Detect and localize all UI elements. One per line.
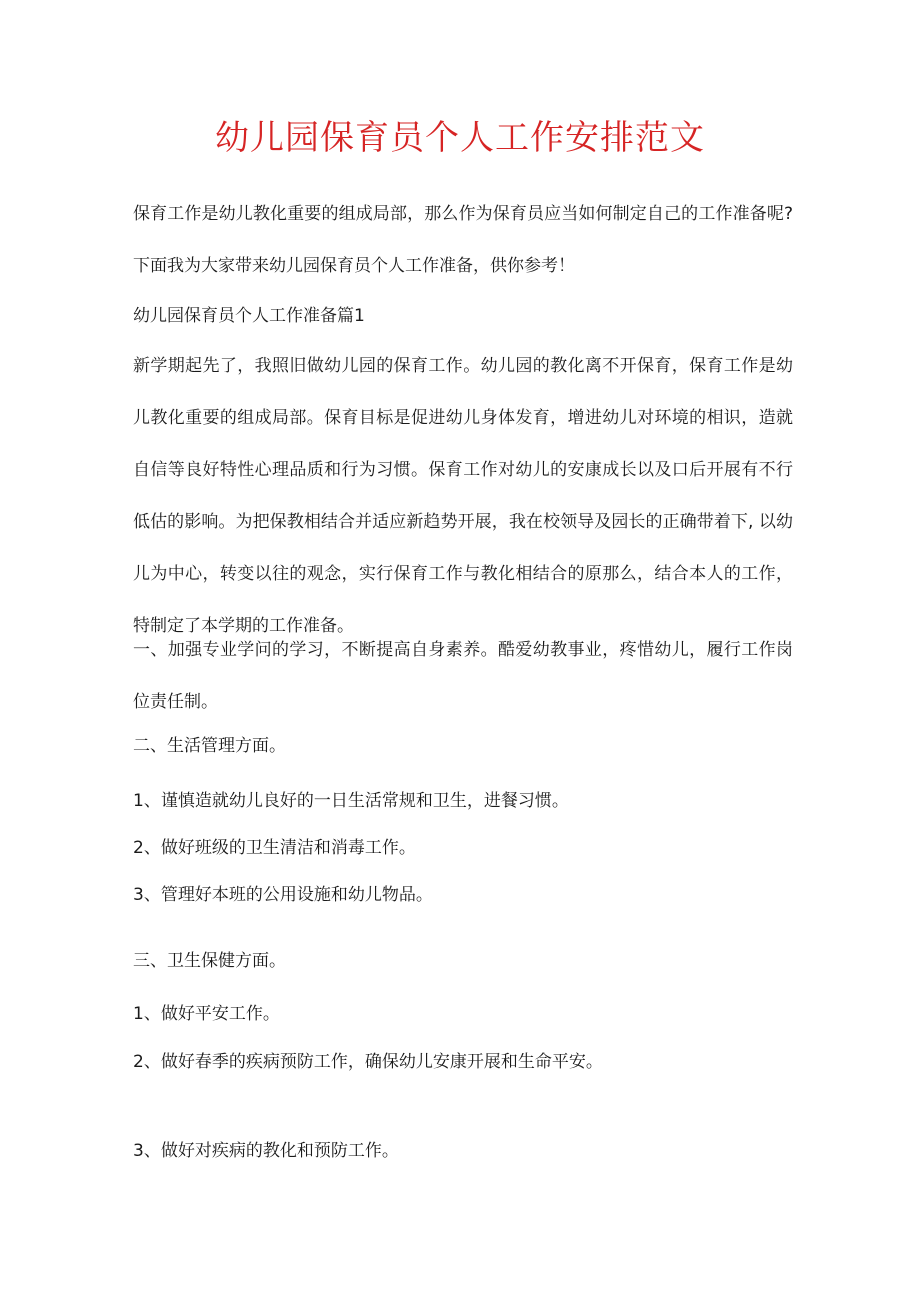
point-three-heading: 三、卫生保健方面。: [133, 951, 286, 971]
body-paragraph: 新学期起先了，我照旧做幼儿园的保育工作。幼儿园的教化离不开保育，保育工作是幼儿教化重要的组成局部。保育目标是促进幼儿身体发育，增进幼儿对环境的相识，造就自信等良好特性心理品质和行为习惯。保育工作对幼儿的安康成长以及口后开展有不行低估的影响。为把保教相结合并适应新趋势开展，我在校领导及园长的正确带着下, 以幼儿为中心，转变以往的观念，实行保育工作与教化相结合的原那么，结合本人的工作，特制定了本学期的工作准备。: [133, 356, 793, 636]
point-three-item-1: 1、做好平安工作。: [133, 1004, 280, 1024]
point-two-item-1: 1、谨慎造就幼儿良好的一日生活常规和卫生，进餐习惯。: [133, 791, 569, 811]
document-title: 幼儿园保育员个人工作安排范文: [215, 118, 705, 158]
point-three-item-3: 3、做好对疾病的教化和预防工作。: [133, 1141, 399, 1161]
section-heading: 幼儿园保育员个人工作准备篇1: [133, 306, 365, 326]
point-one-paragraph: 一、加强专业学问的学习，不断提高自身素养。酷爱幼教事业，疼惜幼儿，履行工作岗位责任制。: [133, 640, 793, 712]
intro-paragraph: 保育工作是幼儿教化重要的组成局部，那么作为保育员应当如何制定自己的工作准备呢?下面我为大家带来幼儿园保育员个人工作准备，供你参考！: [133, 204, 793, 276]
point-two-heading: 二、生活管理方面。: [133, 736, 286, 756]
point-two-item-2: 2、做好班级的卫生清洁和消毒工作。: [133, 838, 416, 858]
point-three-item-2: 2、做好春季的疾病预防工作，确保幼儿安康开展和生命平安。: [133, 1052, 603, 1072]
point-two-item-3: 3、管理好本班的公用设施和幼儿物品。: [133, 885, 433, 905]
